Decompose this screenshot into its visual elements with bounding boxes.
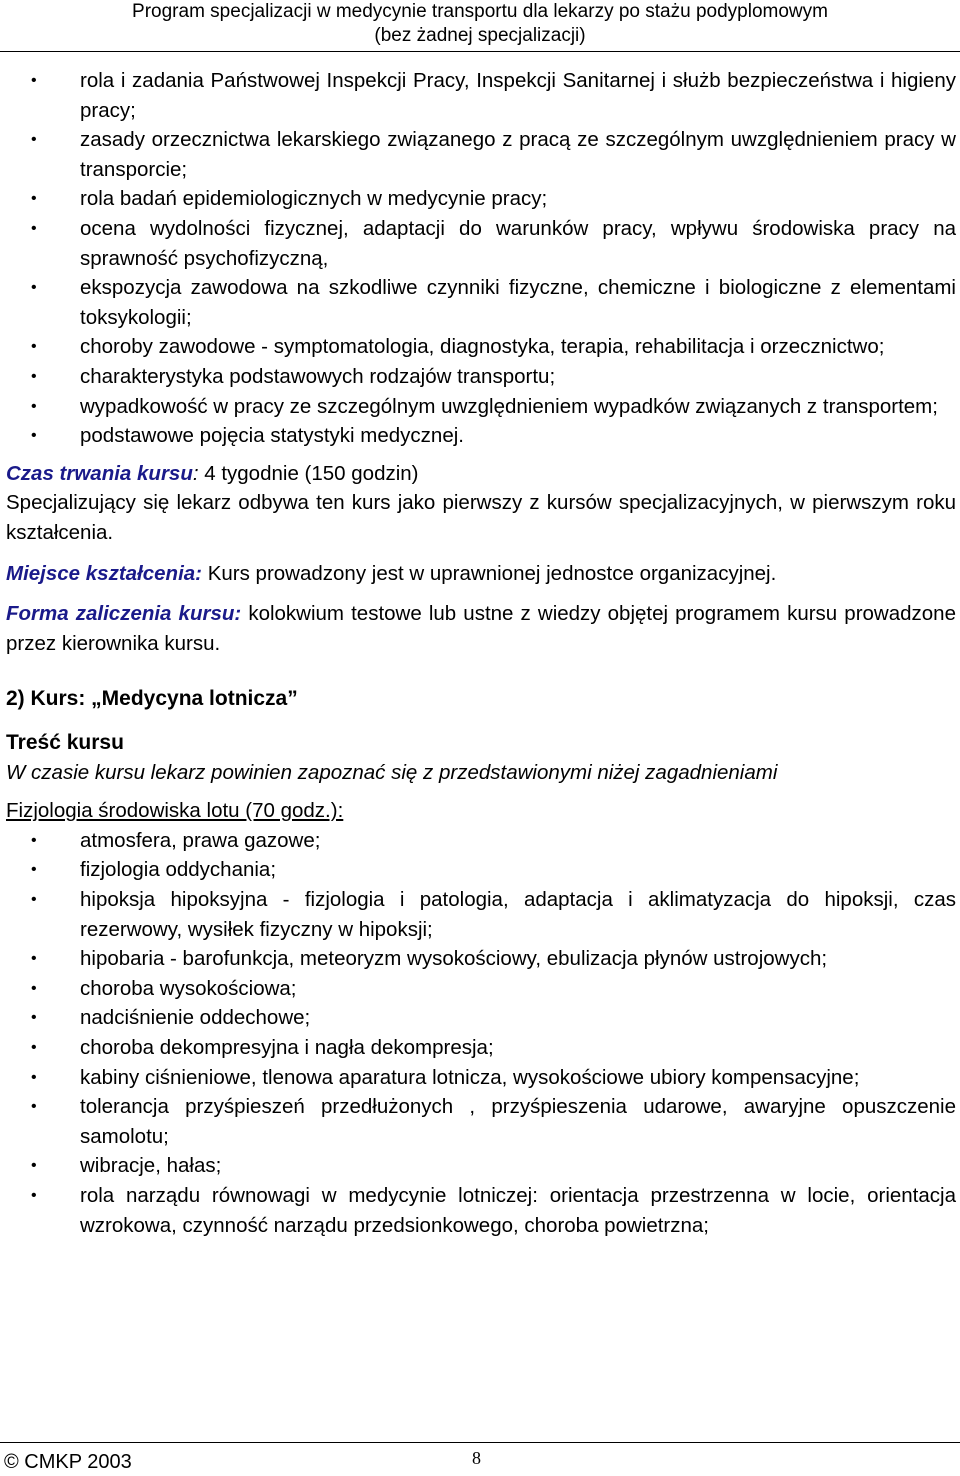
list-item xyxy=(6,184,956,214)
course-intro: W czasie kursu lekarz powinien zapoznać się z przedstawionymi niżej zagadnieniami xyxy=(6,761,778,785)
list-item xyxy=(6,1063,956,1093)
footer-divider xyxy=(0,1442,960,1443)
list-item-text: rola badań epidemiologicznych w medycynie pracy; xyxy=(80,187,548,211)
list-item-text: wibracje, hałas; xyxy=(80,1154,222,1178)
list-item-text: hipobaria - barofunkcja, meteoryzm wysokościowy, ebulizacja płynów ustrojowych; xyxy=(80,947,828,971)
header-subtitle: (bez żadnej specjalizacji) xyxy=(374,25,586,46)
list-item xyxy=(6,362,956,392)
bullet-icon: • xyxy=(31,367,37,385)
bullet-icon: • xyxy=(31,72,37,89)
list-item xyxy=(6,1033,956,1063)
bullet-icon: • xyxy=(31,831,37,849)
bullet-icon: • xyxy=(31,190,37,208)
header-title: Program specjalizacji w medycynie transportu dla lekarzy po stażu podyplomowym xyxy=(132,1,828,22)
list-item xyxy=(6,273,956,332)
bullet-icon: • xyxy=(31,861,37,879)
physiology-topics-list xyxy=(6,826,956,1240)
bullet-icon: • xyxy=(31,1187,37,1204)
bullet-icon: • xyxy=(31,338,37,356)
list-item xyxy=(6,855,956,885)
list-item-text: charakterystyka podstawowych rodzajów transportu; xyxy=(80,364,556,388)
list-item-text: kabiny ciśnieniowe, tlenowa aparatura lotnicza, wysokościowe ubiory kompensacyjne; xyxy=(80,1065,860,1089)
list-item-text: nadciśnienie oddechowe; xyxy=(80,1006,311,1030)
list-item xyxy=(6,1092,956,1151)
list-item-text: ocena wydolności fizycznej, adaptacji do warunków pracy, wpływu środowiska pracy na sprawność psychofizyczną, xyxy=(80,216,956,270)
list-item xyxy=(6,1003,956,1033)
form-label: Forma zaliczenia kursu: xyxy=(6,602,242,626)
bullet-icon: • xyxy=(31,891,37,909)
list-item-text: wypadkowość w pracy ze szczególnym uwzględnieniem wypadków związanych z transportem; xyxy=(80,394,938,418)
place-label: Miejsce kształcenia: xyxy=(6,561,202,585)
place-value: Kurs prowadzony jest w uprawnionej jednostce organizacyjnej. xyxy=(202,561,777,585)
bullet-icon: • xyxy=(31,397,37,415)
list-item-text: hipoksja hipoksyjna - fizjologia i patologia, adaptacja i aklimatyzacja do hipoksji, czas rezerwowy, wysiłek fizyczny w hipoksji; xyxy=(80,888,956,941)
bullet-icon: • xyxy=(31,279,37,297)
bullet-icon: • xyxy=(31,427,37,445)
list-item xyxy=(6,332,956,362)
form-value: kolokwium testowe lub ustne z wiedzy objętej programem kursu prowadzone przez kierownika kursu. xyxy=(6,602,956,655)
course-heading: 2) Kurs: „Medycyna lotnicza” xyxy=(6,687,298,711)
header-divider xyxy=(0,51,960,52)
list-item xyxy=(6,421,956,451)
list-item xyxy=(6,826,956,856)
duration-value: 4 tygodnie (150 godzin) xyxy=(198,461,419,485)
bullet-icon: • xyxy=(31,1157,37,1175)
list-item-text: atmosfera, prawa gazowe; xyxy=(80,828,321,852)
topics-list xyxy=(6,66,956,451)
page-number: 8 xyxy=(472,1448,481,1468)
list-item-text: tolerancja przyśpieszeń przedłużonych , przyśpieszenia udarowe, awaryjne opuszczenie samolotu; xyxy=(80,1095,956,1148)
bullet-icon: • xyxy=(31,1039,37,1057)
list-item-text: ekspozycja zawodowa na szkodliwe czynniki fizyczne, chemiczne i biologiczne z elementami toksykologii; xyxy=(80,276,956,329)
section-subheading: Fizjologia środowiska lotu (70 godz.): xyxy=(6,798,344,822)
list-item xyxy=(6,392,956,422)
duration-colon: : xyxy=(192,461,199,485)
list-item-text: rola i zadania Państwowej Inspekcji Pracy, Inspekcji Sanitarnej i służb bezpieczeństwa i higieny pracy; xyxy=(80,69,956,122)
course-content-label: Treść kursu xyxy=(6,731,124,755)
list-item xyxy=(6,944,956,974)
list-item xyxy=(6,66,956,125)
list-item-text: choroba dekompresyjna i nagła dekompresja; xyxy=(80,1036,494,1060)
list-item-text: zasady orzecznictwa lekarskiego związanego z pracą ze szczególnym uwzględnieniem pracy w transporcie; xyxy=(80,128,956,181)
list-item-text: rola narządu równowagi w medycynie lotniczej: orientacja przestrzenna w locie, orientacja wzrokowa, czynność narządu przedsionkowego, choroba powietrzna; xyxy=(80,1184,956,1237)
place-paragraph xyxy=(6,559,956,589)
list-item-text: choroby zawodowe - symptomatologia, diagnostyka, terapia, rehabilitacja i orzecznictwo; xyxy=(80,335,885,359)
form-paragraph xyxy=(6,599,956,658)
list-item xyxy=(6,885,956,944)
bullet-icon: • xyxy=(31,979,37,997)
bullet-icon: • xyxy=(31,1009,37,1027)
footer-copyright: © CMKP 2003 xyxy=(4,1451,132,1473)
document-body xyxy=(6,66,956,1240)
bullet-icon: • xyxy=(31,131,37,149)
list-item-text: fizjologia oddychania; xyxy=(80,858,277,882)
list-item xyxy=(6,974,956,1004)
bullet-icon: • xyxy=(31,1068,37,1086)
list-item-text: choroba wysokościowa; xyxy=(80,976,297,1000)
list-item xyxy=(6,1181,956,1240)
page-header xyxy=(0,0,960,48)
bullet-icon: • xyxy=(31,219,37,237)
bullet-icon: • xyxy=(31,1098,37,1116)
duration-note: Specjalizujący się lekarz odbywa ten kurs jako pierwszy z kursów specjalizacyjnych, w pierwszym roku kształcenia. xyxy=(6,491,956,544)
duration-label: Czas trwania kursu xyxy=(6,461,193,485)
list-item xyxy=(6,214,956,273)
duration-paragraph xyxy=(6,459,956,489)
list-item xyxy=(6,1151,956,1181)
list-item xyxy=(6,125,956,184)
list-item-text: podstawowe pojęcia statystyki medycznej. xyxy=(80,424,464,448)
bullet-icon: • xyxy=(31,950,37,968)
